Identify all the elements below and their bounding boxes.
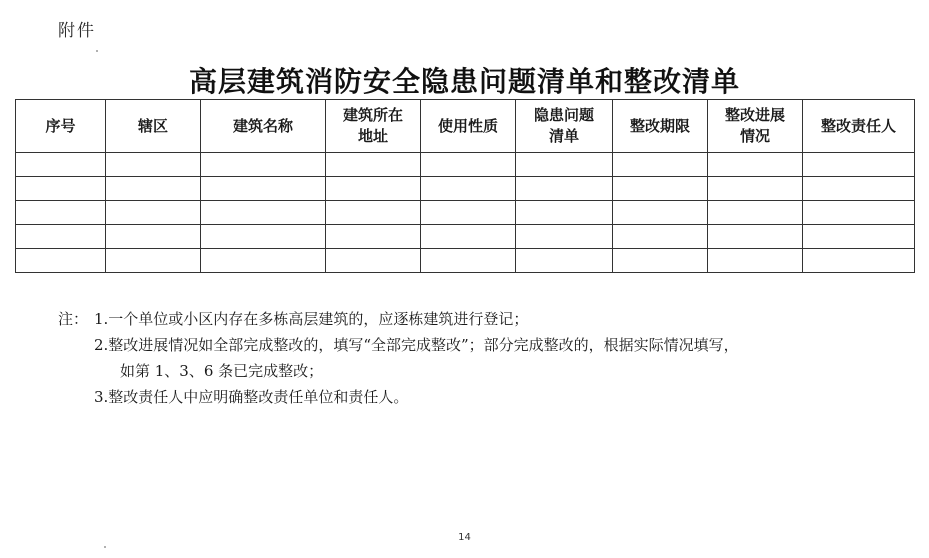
table-cell xyxy=(708,225,803,249)
table-cell xyxy=(613,177,708,201)
table-cell xyxy=(421,153,516,177)
table-cell xyxy=(708,201,803,225)
table-cell xyxy=(516,201,613,225)
table-cell xyxy=(613,153,708,177)
notes-prefix: 注： xyxy=(58,310,89,328)
column-header-line: 隐患问题 xyxy=(533,106,594,124)
table-cell xyxy=(16,249,106,273)
column-header-serial-number: 序号 xyxy=(16,100,106,153)
table-cell xyxy=(613,225,708,249)
table-cell xyxy=(803,249,915,273)
table-cell xyxy=(516,177,613,201)
column-header-line: 整改进展 xyxy=(724,106,785,124)
table-cell xyxy=(106,177,201,201)
table-cell xyxy=(803,153,915,177)
table-cell xyxy=(16,201,106,225)
column-header-deadline: 整改期限 xyxy=(613,100,708,153)
column-header-responsible-person: 整改责任人 xyxy=(803,100,915,153)
column-header-line: 建筑所在 xyxy=(342,106,403,124)
column-header-district: 辖区 xyxy=(106,100,201,153)
table-cell xyxy=(16,177,106,201)
table-cell xyxy=(326,201,421,225)
page-number: 14 xyxy=(458,532,471,543)
table-cell xyxy=(421,177,516,201)
document-title: 高层建筑消防安全隐患问题清单和整改清单 xyxy=(188,65,740,98)
table-cell xyxy=(516,153,613,177)
table-cell xyxy=(201,249,326,273)
table-cell xyxy=(201,225,326,249)
table-cell xyxy=(16,225,106,249)
column-header-progress xyxy=(708,100,803,153)
table-cell xyxy=(106,249,201,273)
note-text: 1.一个单位或小区内存在多栋高层建筑的，应逐栋建筑进行登记； xyxy=(94,310,529,328)
table-cell xyxy=(201,201,326,225)
column-header-hazard-list xyxy=(516,100,613,153)
table-cell xyxy=(106,153,201,177)
column-header-building-address xyxy=(326,100,421,153)
table-cell xyxy=(201,177,326,201)
table-cell xyxy=(106,225,201,249)
note-item-3 xyxy=(58,384,918,410)
table-cell xyxy=(326,225,421,249)
column-header-line: 情况 xyxy=(739,127,770,145)
table-row xyxy=(16,225,915,249)
scan-speck xyxy=(96,50,98,52)
table-cell xyxy=(708,153,803,177)
table-row xyxy=(16,249,915,273)
table-cell xyxy=(326,249,421,273)
notes-section xyxy=(58,306,918,410)
column-header-line: 地址 xyxy=(357,127,388,145)
table-cell xyxy=(421,201,516,225)
scan-speck xyxy=(104,546,106,548)
table-row xyxy=(16,153,915,177)
table-cell xyxy=(803,177,915,201)
hazard-rectification-table xyxy=(15,99,915,273)
table-cell xyxy=(421,225,516,249)
note-text: 如第 1、3、6 条已完成整改； xyxy=(120,362,324,380)
note-text: 3.整改责任人中应明确整改责任单位和责任人。 xyxy=(94,388,409,406)
column-header-usage-type: 使用性质 xyxy=(421,100,516,153)
table-cell xyxy=(326,177,421,201)
note-item-2-continuation xyxy=(58,358,918,384)
note-text: 2.整改进展情况如全部完成整改的，填写“全部完成整改”；部分完成整改的，根据实际情况填写， xyxy=(94,336,739,354)
column-header-building-name: 建筑名称 xyxy=(201,100,326,153)
table-cell xyxy=(613,249,708,273)
table-cell xyxy=(613,201,708,225)
table-row xyxy=(16,177,915,201)
table-row xyxy=(16,201,915,225)
table-cell xyxy=(516,249,613,273)
table-cell xyxy=(803,225,915,249)
table-cell xyxy=(803,201,915,225)
table-cell xyxy=(106,201,201,225)
table-cell xyxy=(326,153,421,177)
attachment-label: 附件 xyxy=(58,21,96,41)
column-header-line: 清单 xyxy=(548,127,579,145)
table-header-row xyxy=(16,100,915,153)
note-item-1 xyxy=(58,306,918,332)
table-cell xyxy=(16,153,106,177)
table-cell xyxy=(201,153,326,177)
table-cell xyxy=(708,249,803,273)
table-cell xyxy=(421,249,516,273)
table-cell xyxy=(708,177,803,201)
table-cell xyxy=(516,225,613,249)
note-item-2 xyxy=(58,332,918,358)
